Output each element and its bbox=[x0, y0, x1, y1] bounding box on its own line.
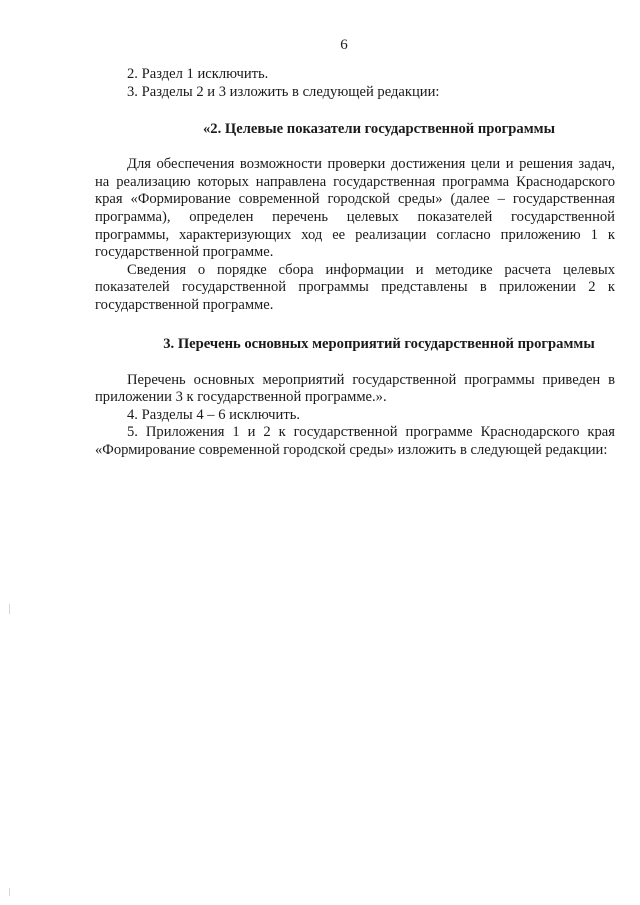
paragraph-item-3: 3. Разделы 2 и 3 изложить в следующей редакции: bbox=[127, 83, 440, 100]
scan-artifact-mark bbox=[9, 888, 10, 896]
paragraph-item-2: 2. Раздел 1 исключить. bbox=[127, 66, 269, 82]
paragraph-activities-list: Перечень основных мероприятий государственной программы приведен в приложении 3 к государственной программе.». bbox=[95, 371, 615, 406]
paragraph-targets-description: Для обеспечения возможности проверки достижения цели и решения задач, на реализацию которых направлена государственная программа Краснодарского края «Формирование современной городской среды» (далее – государственная программа), определен перечень целевых показателей государственной программы, характеризующих ход ее реализации согласно приложению 1 к государственной программе. bbox=[95, 156, 615, 261]
section-heading-activities: 3. Перечень основных мероприятий государственной программы bbox=[163, 335, 595, 352]
paragraph-item-5: 5. Приложения 1 и 2 к государственной программе Краснодарского края «Формирование современной городской среды» изложить в следующей редакции: bbox=[95, 424, 615, 458]
page-number: 6 bbox=[340, 37, 348, 53]
paragraph-item-4: 4. Разделы 4 – 6 исключить. bbox=[127, 406, 301, 423]
paragraph-methodology: Сведения о порядке сбора информации и методике расчета целевых показателей государственной программы представлены в приложении 2 к государственной программе. bbox=[95, 261, 615, 313]
document-body bbox=[95, 66, 615, 460]
section-heading-targets: «2. Целевые показатели государственной программы bbox=[203, 121, 555, 138]
scan-artifact-mark bbox=[9, 604, 10, 614]
